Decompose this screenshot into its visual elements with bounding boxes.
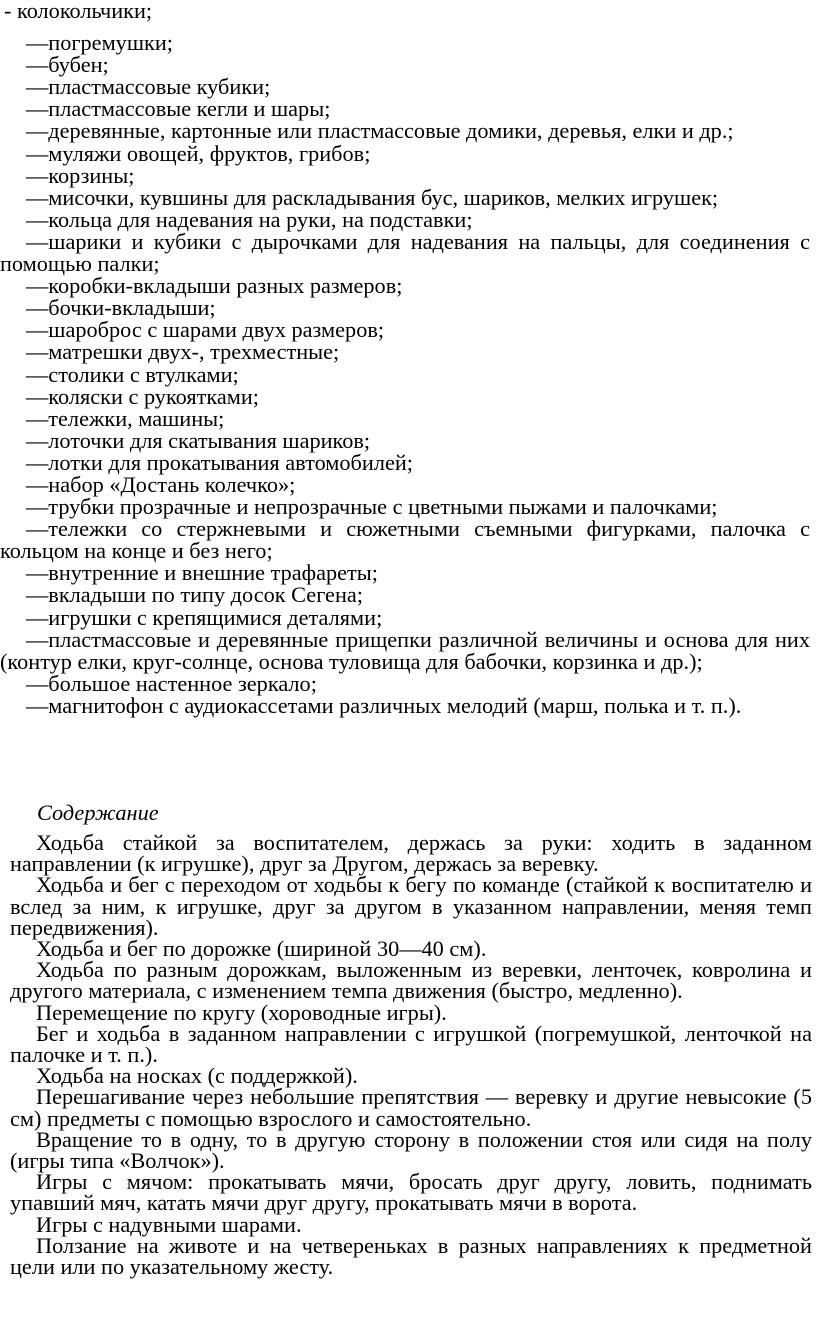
list-item: —деревянные, картонные или пластмассовые домики, деревья, елки и др.;	[26, 118, 734, 144]
list-item: —коробки-вкладыши разных размеров;	[26, 273, 403, 299]
list-item: —большое настенное зеркало;	[26, 670, 317, 696]
list-item: —трубки прозрачные и непрозрачные с цветными пыжами и палочками;	[26, 494, 718, 520]
list-item: —столики с втулками;	[26, 361, 239, 387]
list-item: —внутренние и внешние трафареты;	[26, 560, 378, 586]
section-title: Содержание	[37, 800, 159, 825]
content-paragraph: Ходьба на носках (с поддержкой).	[36, 1063, 358, 1089]
list-item: —коляски с рукоятками;	[26, 383, 259, 409]
list-item: —бубен;	[26, 52, 109, 78]
content-paragraph: Игры с мячом: прокатывать мячи, бросать друг другу, ловить, поднимать упавший мяч, катать мячи друг другу, прокатывать мячи в ворота.	[10, 1169, 812, 1216]
content-paragraph: Бег и ходьба в заданном направлении с игрушкой (погремушкой, ленточкой на палочке и т. п.).	[10, 1020, 812, 1068]
content-section	[0, 830, 812, 1280]
content-paragraph: Ходьба и бег с переходом от ходьбы к бегу по команде (стайкой к воспитателю и вслед за ним, к игрушке, друг за другом в указанном направлении, меняя темп передвижения).	[10, 872, 812, 940]
content-paragraph: Перемещение по кругу (хороводные игры).	[36, 999, 447, 1025]
list-item: —тележки, машины;	[26, 405, 225, 431]
list-item: —шароброс с шарами двух размеров;	[26, 317, 385, 343]
list-item: —погремушки;	[26, 30, 173, 56]
list-item: —тележки со стержневыми и сюжетными съемными фигурками, палочка с кольцом на конце и без него;	[0, 516, 810, 564]
list-item: —мисочки, кувшины для раскладывания бус, шариков, мелких игрушек;	[26, 184, 719, 210]
list-item: —набор «Достань колечко»;	[26, 471, 296, 497]
list-item: —пластмассовые кубики;	[26, 74, 271, 100]
content-paragraph: Ходьба и бег по дорожке (шириной 30—40 см).	[36, 936, 487, 962]
list-item: —пластмассовые и деревянные прищепки различной величины и основа для них (контур елки, круг-солнце, основа туловища для бабочки, корзинка и др.);	[0, 626, 810, 674]
list-item: —лоточки для скатывания шариков;	[26, 427, 371, 453]
list-item: —магнитофон с аудиокассетами различных мелодий (марш, полька и т. п.).	[26, 692, 742, 718]
content-paragraph: Игры с надувными шарами.	[36, 1211, 302, 1237]
list-item: —игрушки с крепящимися деталями;	[26, 604, 383, 630]
list-item: —пластмассовые кегли и шары;	[26, 96, 331, 122]
list-item: —корзины;	[26, 162, 135, 188]
content-paragraph: Ползание на животе и на четвереньках в разных направлениях к предметной цели или по указательному жесту.	[10, 1232, 812, 1280]
list-item: —бочки-вкладыши;	[26, 295, 216, 321]
list-item: —кольца для надевания на руки, на подставки;	[26, 206, 473, 232]
list-item: —матрешки двух-, трехместные;	[26, 339, 340, 365]
list-item: —шарики и кубики с дырочками для надевания на пальцы, для соединения с помощью палки;	[0, 228, 810, 277]
list-item: —муляжи овощей, фруктов, грибов;	[26, 140, 371, 166]
list-item-first: - колокольчики;	[4, 0, 153, 23]
content-paragraph: Перешагивание через небольшие препятствия — веревку и другие невысокие (5 см) предметы с помощью взрослого и самостоятельно.	[10, 1084, 812, 1131]
content-paragraph: Ходьба по разным дорожкам, выложенным из веревки, ленточек, ковролина и другого материала, с изменением темпа движения (быстро, медленно).	[10, 957, 812, 1004]
list-item: —лотки для прокатывания автомобилей;	[26, 449, 413, 475]
list-item: —вкладыши по типу досок Сегена;	[26, 582, 363, 608]
content-paragraph: Вращение то в одну, то в другую сторону в положении стоя или сидя на полу (игры типа «Волчок»).	[10, 1126, 812, 1174]
content-paragraph: Ходьба стайкой за воспитателем, держась за руки: ходить в заданном направлении (к игрушке), друг за Другом, держась за веревку.	[10, 830, 812, 877]
